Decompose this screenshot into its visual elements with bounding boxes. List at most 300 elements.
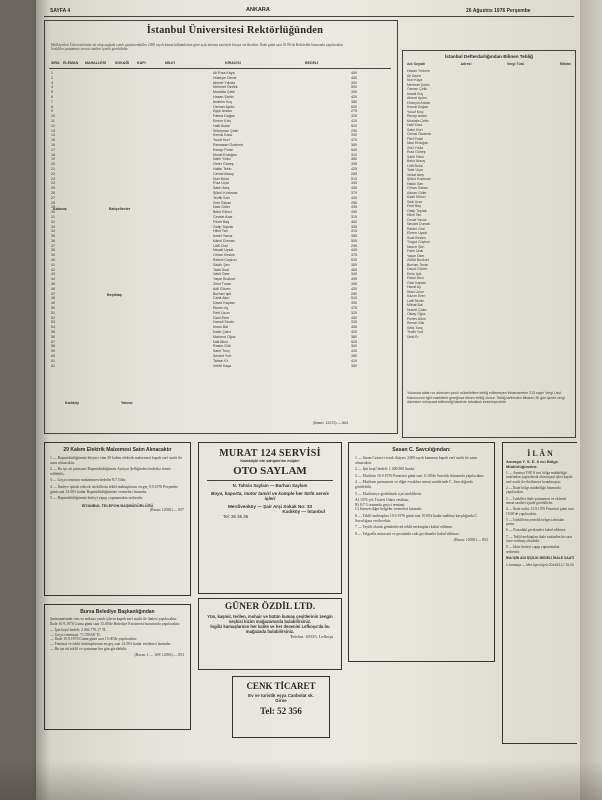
col-header: KAPI <box>137 61 146 65</box>
elektrik-sign: İSTANBUL TELEFON BAŞMÜDÜRLÜĞÜ <box>81 503 154 508</box>
bursa-item: — Bu işe ait teklif ve şartname her gün görülebilir. <box>50 646 128 651</box>
list-item: Zühtü Bozkurt <box>407 258 429 262</box>
table-cell: Şükrü Korkmaz <box>213 190 238 195</box>
side-label: Kadıköy <box>65 401 79 405</box>
table-cell: 13 <box>51 128 55 133</box>
list-item: Naci Erdoğan <box>407 141 429 145</box>
table-cell: 57 <box>51 339 55 344</box>
table-cell: 490 <box>351 210 357 215</box>
table-cell: 450 <box>351 75 357 80</box>
list-item: Tahir Uçar <box>407 168 423 172</box>
table-cell: Ekrem Ay <box>213 306 229 311</box>
cenk-body: Ev ve turistik eşya Canbolat sk. Girne <box>248 693 314 703</box>
list-item: Halil Kara <box>407 123 423 127</box>
table-cell: Ömer Güneş <box>213 162 234 167</box>
table-cell: Vehbi Kaya <box>213 363 232 368</box>
table-cell: 49 <box>51 301 55 306</box>
table-cell: Bekir Ekinci <box>213 210 232 215</box>
savcilik-item: 8 — Telgrafla müracaat ve postadaki vaki gecikmeler kabul edilmez. <box>355 531 460 536</box>
table-cell: 350 <box>351 90 357 95</box>
table-cell: 23 <box>51 176 55 181</box>
murat-subtitle: Kadıköylü ete sahiplerine müjde! <box>240 459 300 463</box>
table-cell: 14 <box>51 133 55 138</box>
list-item: Orhan Özkan <box>407 186 428 190</box>
elektrik-title: 29 Kalem Elektrik Malzemesi Satın Alınacaktır <box>63 447 172 453</box>
table-cell: Cemal Aksoy <box>213 171 234 176</box>
ilan-cell: Amasya — Mer-İlya köprü <box>508 562 548 567</box>
murat-title: MURAT 124 SERVİSİ <box>219 448 321 459</box>
table-cell: Mahmut Oğuz <box>213 334 236 339</box>
elektrik-item: 2 — Bu işe ait şartname Başmüdürlüğümüz Ayniyat Şefliğinden bedelsiz temin edilebilir. <box>50 467 171 476</box>
table-cell: 365 <box>351 282 357 287</box>
table-cell: 370 <box>351 190 357 195</box>
table-cell: Nuri Bulut <box>213 176 229 181</box>
table-cell: 425 <box>351 166 357 171</box>
ilan-item: 3 — İstekliler ihale şartnamesi ve eklerini mesai saatleri içinde görebilirler. <box>506 496 567 505</box>
table-cell: 340 <box>351 272 357 277</box>
table-cell: 440 <box>351 349 357 354</box>
table-cell: 26 <box>51 190 55 195</box>
table-cell: 375 <box>351 253 357 258</box>
list-item: Sabri Kurt <box>407 127 423 132</box>
cenk-title: CENK TİCARET <box>246 681 316 691</box>
murat-services: Boya, kaporta, motor tamiri ve komple her türlü servis işleri <box>211 491 329 501</box>
list-item: Kâzım Eren <box>407 294 426 298</box>
list-item: Cevat Yavuz <box>407 217 427 222</box>
col-header: SIRA <box>51 61 60 65</box>
table-cell: 435 <box>351 205 357 210</box>
table-cell: 44 <box>51 277 55 282</box>
page-label: SAYFA 4 <box>50 8 71 14</box>
newspaper-page <box>36 0 581 800</box>
list-item: Vedat Ateş <box>407 172 424 177</box>
list-item: Galip Toprak <box>407 208 427 213</box>
ilan-title: İ L Â N <box>527 449 553 458</box>
guner-ad <box>198 598 342 670</box>
table-cell: 400 <box>351 330 357 335</box>
savcilik-item: 3 — Eksiltme 10.9.1976 Pazartesi günü saat 11.00'de Savcılık binasında yapılacaktır. <box>355 473 485 478</box>
table-cell: Cevdet Acar <box>213 214 233 219</box>
elektrik-item: 1 — Başmüdürlüğümüz ihtiyacı olan 29 kalem elektrik malzemesi kapalı zarf usulü ile satın alınacaktır. <box>50 456 183 465</box>
list-item: Mustafa Çetin <box>407 118 429 123</box>
list-item: Nuri Kaya <box>407 78 423 82</box>
table-cell: 2 <box>51 75 53 80</box>
table-cell: 360 <box>351 334 357 339</box>
table-cell: 30 <box>51 210 55 215</box>
table-cell: 1 <box>51 71 53 75</box>
col-header: SOKAĞI <box>115 61 130 65</box>
table-cell: Yusuf Kurt <box>213 138 230 143</box>
table-cell: 9 <box>51 109 53 114</box>
murat-owners: N. Tahsin Saylam — Burhan Saylam <box>232 482 308 488</box>
side-label: Kalamış <box>53 207 67 211</box>
table-cell: 300 <box>351 344 357 349</box>
table-cell: Hilmi Tan <box>213 229 228 234</box>
murat-city: Kadıköy — İstanbul <box>282 508 325 514</box>
table-cell: Murat Erdoğan <box>213 152 237 157</box>
issue-date: 26 Ağustos 1976 Perşembe <box>466 8 531 14</box>
list-item: Kemal Doğan <box>407 105 429 109</box>
list-item: Davut Güven <box>407 267 428 271</box>
col-header: Adı Soyadı <box>407 62 426 66</box>
table-cell: 330 <box>351 133 357 138</box>
oto-saylam-title: OTO SAYLAM <box>233 464 307 477</box>
savcilik-item: 1 — Sasan Cezaevi erzak ihtiyacı 2490 sayılı kanunun kapalı zarf usulü ile satın alınacaktır. <box>355 456 477 465</box>
savcilik-item: 2 — İşin keşif bedeli: 1.200.000 liradır. <box>355 467 416 472</box>
table-cell: 22 <box>51 171 55 176</box>
side-label: Yalova <box>121 401 133 405</box>
table-cell: 31 <box>51 214 55 219</box>
table-cell: 12 <box>51 123 55 128</box>
adjacent-page-edge <box>580 0 602 800</box>
table-cell: 325 <box>351 114 357 119</box>
ilan-cell: 204453,17 <box>548 562 565 567</box>
elektrik-item: 4 — İhaleye iştirak edecek isteklilerin teklif mektuplarını en geç 9.9.1976 Perşembe günü saat 14.00'e kadar Başmüdürlüğümüze vermeleri lazımdır. <box>50 484 178 494</box>
guner-body: Yün, kaşmir, terilen, mohair ve bütün kumaş çeşitlerinin zengin seçkisi bizim mağazamızda bulabilirsiniz. <box>207 614 333 624</box>
list-item: İsmail Koç <box>407 91 424 96</box>
table-cell: Yaşar Bozkurt <box>213 277 236 282</box>
table-cell: İsmet Yavuz <box>213 234 233 239</box>
table-cell: 390 <box>351 301 357 306</box>
table-cell: 315 <box>351 214 357 219</box>
table-cell: Adil Güven <box>213 286 231 291</box>
table-cell: 380 <box>351 354 357 359</box>
table-cell: 290 <box>351 128 357 133</box>
list-item: Kadri Ekinci <box>407 195 426 199</box>
right-notice-title: İstanbul Defterdarlığından Bilinen Tebliğ <box>445 54 533 59</box>
guner-body2: İngiliz kumaşlarının her kalite ve her desenini Lefkoşa'da bu mağazada bulabilirsiniz. <box>210 624 330 634</box>
table-cell: 47 <box>51 291 55 296</box>
list-item: Zeki Yıldız <box>407 145 424 150</box>
table-cell: 20 <box>51 162 55 167</box>
table-cell: 36 <box>51 238 55 243</box>
bursa-item: — Teminat ve teklif mektuplarının en geç saat 14.00'e kadar verilmesi lazımdır. <box>50 641 172 646</box>
list-item: Faruk Akın <box>407 276 424 280</box>
table-cell: 305 <box>351 262 357 267</box>
page-fold-shadow <box>36 0 50 800</box>
bursa-body: Şartnamesinde cins ve miktarı yazılı işlerin kapalı zarf usulü ile ihalesi yapılacaktır. İhale 10.9.1976 Cuma günü saat 15.00'de Belediye Encümeni huzurunda yapılacaktır. <box>50 617 181 626</box>
paper-name: ANKARA <box>246 7 270 13</box>
table-cell: 600 <box>351 104 357 109</box>
masthead-rule <box>44 16 574 17</box>
table-cell: Nail Altun <box>213 339 229 344</box>
table-cell: 345 <box>351 181 357 186</box>
list-item: Hilmi Tan <box>407 213 422 217</box>
list-item: Gazi Kaplan <box>407 280 427 285</box>
table-cell: Zihni Turan <box>213 282 231 287</box>
list-item: Turgut Coşkun <box>407 240 430 244</box>
table-cell: 525 <box>351 339 357 344</box>
savcilik-item: 5 — Eksiltmeye girebilmek için isteklilerin: <box>355 491 422 496</box>
list-item: Bekir Aksoy <box>407 159 426 163</box>
table-cell: Süleyman Çetin <box>213 128 239 133</box>
list-item: Nazım Şen <box>407 244 425 249</box>
table-cell: 320 <box>351 310 357 315</box>
savcilik-item: A) 1976 yılı Ticaret Odası vesikası, <box>355 498 409 503</box>
list-item: Hakkı Sarı <box>407 181 424 186</box>
list-item: Mithat Bal <box>407 303 423 307</box>
bursa-items <box>50 628 185 651</box>
table-cell: 39 <box>51 253 55 258</box>
ilan-item: 2 — İhale bölge müdürlüğü binasında yapılacaktır. <box>506 486 561 495</box>
table-cell: 15 <box>51 138 55 143</box>
table-cell: İhsan Bal <box>213 325 228 330</box>
table-cell: Sami Tunç <box>213 349 230 354</box>
list-item: Emin Işık <box>407 271 422 276</box>
ilan-item: 5 — İsteklilerin yeterlik belgesi almaları şarttır. <box>506 517 565 527</box>
table-cell: Kadir Çakır <box>213 330 231 335</box>
table-cell: 450 <box>351 315 357 320</box>
ilan-col: İŞİN ADI <box>512 555 526 560</box>
ilan-subtitle: Amasya Y. S. E. 8 nci Bölge Müdürlüğünden: <box>506 459 558 469</box>
col-header: KİRACISI <box>225 61 241 65</box>
table-cell: 415 <box>351 229 357 234</box>
table-cell: 540 <box>351 147 357 152</box>
table-cell: Vahit Özer <box>213 272 230 277</box>
ilan-item: 1 — Amasya YSE 8 inci bölge müdürlüğü tarafından yaptırılacak olan inşaat işleri kapalı zarf usulü ile eksiltmeye konulmuştur. <box>506 471 573 484</box>
table-cell: 405 <box>351 195 357 200</box>
table-cell: 8 <box>51 104 53 109</box>
table-cell: 3 <box>51 80 53 85</box>
table-cell: 495 <box>351 277 357 282</box>
bursa-code: (Basın: 1 — 169/ 12056) — 853 <box>134 653 184 658</box>
table-cell: 500 <box>351 85 357 90</box>
table-cell: Rasim Gök <box>213 344 231 349</box>
table-cell: 335 <box>351 320 357 325</box>
ilan-item: 8 — İdare ihaleyi yapıp yapmamakta serbesttir. <box>506 545 560 554</box>
elektrik-code: (Basın: 12030) — 857 <box>149 508 184 513</box>
savcilik-item: 4 — Eksiltme şartnamesi ve diğer evrakları mesai saatlerinde C. Savcılığında görülebilir. <box>355 480 473 489</box>
table-cell: Şevket Yurt <box>213 354 232 359</box>
table-cell: Burhan Işık <box>213 291 232 296</box>
table-cell: Ramazan Özdemir <box>213 142 243 147</box>
table-cell: Hasan Şahin <box>213 94 234 99</box>
table-cell: 7 <box>51 99 53 104</box>
table-cell: 40 <box>51 258 55 263</box>
list-item: Suat Keskin <box>407 235 426 240</box>
list-item: Tevfik Yurt <box>407 330 424 334</box>
table-cell: 33 <box>51 224 55 229</box>
ilan-col: İHALE SAATİ <box>552 555 574 560</box>
table-cell: 445 <box>351 248 357 253</box>
bursa-item: — İşin keşif bedeli: 2.004.770,17 TL <box>50 628 107 633</box>
table-cell: 420 <box>351 94 357 99</box>
table-cell: 54 <box>51 325 55 330</box>
murat-ad <box>198 442 342 594</box>
table-cell: 32 <box>51 219 55 224</box>
table-cell: 265 <box>351 200 357 205</box>
table-cell: 25 <box>51 186 55 191</box>
table-cell: Talat Ünal <box>213 267 229 272</box>
table-cell: 380 <box>351 99 357 104</box>
table-row <box>51 364 391 369</box>
guner-title: GÜNER ÖZDİL LTD. <box>224 602 316 612</box>
list-item: Yusuf Kılıç <box>407 109 424 114</box>
table-cell: Galip Toprak <box>213 224 234 229</box>
table-cell: 29 <box>51 205 55 210</box>
ilan-item: 4 — İhale tarihi: 13.9.1976 Pazartesi günü saat 15.00'de yapılacaktır. <box>506 507 574 516</box>
list-item: Fahri Ünal <box>407 249 424 253</box>
notice-table-header <box>51 61 391 66</box>
savcilik-item: 7 — Teyitli olarak gönderilecek teklif mektupları kabul edilmez. <box>355 525 454 530</box>
list-item: Yaşar Özer <box>407 253 425 258</box>
table-cell: 62 <box>51 363 55 368</box>
list-item: Burhan Turan <box>407 262 429 267</box>
list-item: Fikri Polat <box>407 136 423 141</box>
ilan-col: İŞÇİLİK BEDELİ <box>526 555 553 560</box>
table-cell: 59 <box>51 349 55 354</box>
elektrik-items <box>50 456 185 501</box>
savcilik-item: C) İstenen diğer belgeler vermeleri lazımdır. <box>355 507 423 512</box>
table-cell: Rıza Uçar <box>213 181 229 186</box>
savcilik-items <box>355 456 488 536</box>
list-item: Şükrü Korkmaz <box>407 177 431 181</box>
table-cell: 38 <box>51 248 55 253</box>
table-cell: 410 <box>351 358 357 363</box>
list-item: Adnan Güler <box>407 190 427 195</box>
ilan-table-row <box>506 563 574 568</box>
table-cell: Osman Aydın <box>213 104 235 109</box>
cenk-ad <box>232 676 330 738</box>
col-header: BEDELİ <box>305 61 319 65</box>
bursa-item: — İhale 10.9.1976 Cuma günü saat 15.00'de yapılacaktır. <box>50 637 138 642</box>
table-cell: 35 <box>51 234 55 239</box>
table-cell: 45 <box>51 282 55 287</box>
table-cell: Lütfi Oral <box>213 243 228 248</box>
col-header: MİLKİ <box>165 61 175 65</box>
ilan-items <box>506 471 574 554</box>
table-cell: 21 <box>51 166 55 171</box>
table-cell: Rahmi Coşkun <box>213 258 237 263</box>
table-cell: 5 <box>51 90 53 95</box>
table-cell: Tevfik Sarı <box>213 195 230 200</box>
table-cell: 10 <box>51 114 55 119</box>
list-item: Ekrem Uysal <box>407 231 427 235</box>
table-cell: 4 <box>51 85 53 90</box>
table-cell: 355 <box>351 224 357 229</box>
table-cell: 505 <box>351 238 357 243</box>
table-cell: 280 <box>351 291 357 296</box>
list-item: Mehmet Şahin <box>407 82 430 87</box>
table-cell: 520 <box>351 123 357 128</box>
table-cell: 480 <box>351 157 357 162</box>
list-item: Necdet Duman <box>407 222 431 226</box>
murat-rule <box>207 480 333 481</box>
table-cell: Sabri Ateş <box>213 186 230 191</box>
table-cell: Kâmil Duman <box>213 238 235 243</box>
table-cell: 285 <box>351 171 357 176</box>
table-cell: Gani Eren <box>213 315 230 320</box>
right-notice-footer: Yukarıda adları ve adresleri yazılı mükelleflere tebliğ edilemeyen ihbarnameler 213 sayılı Vergi Usul Kanununun ilgili maddeleri gereğince ilânen tebliğ olunur. Tebliğ tarihinden itibaren 30 gün içinde vergi dairesine müracaat edilmediği takdirde tahakkuk kesinleşecektir. <box>407 391 565 404</box>
table-cell: 17 <box>51 147 55 152</box>
ilan-cell: 15,00 <box>565 562 574 567</box>
ilan-ad <box>502 442 577 744</box>
table-cell: 395 <box>351 162 357 167</box>
table-cell: 51 <box>51 310 55 315</box>
list-item: Ferit Baş <box>407 204 422 208</box>
side-label: Beşiktaş <box>107 293 122 297</box>
table-cell: 37 <box>51 243 55 248</box>
table-cell: Naci Güler <box>213 205 230 210</box>
cenk-phone: Tel: 52 356 <box>260 706 302 717</box>
notice-table-body <box>51 71 391 368</box>
table-cell: Tahsin Er <box>213 358 228 363</box>
table-cell: 360 <box>351 142 357 147</box>
table-cell: Hamdi Sevim <box>213 320 235 325</box>
table-cell: Zeki Özkan <box>213 200 232 205</box>
table-cell: Ahmet Yılmaz <box>213 80 236 85</box>
table-cell: 310 <box>351 152 357 157</box>
table-rule <box>49 68 391 69</box>
table-cell: Ali Rıza Kaya <box>213 71 235 75</box>
list-item: Nusret Çakır <box>407 307 427 312</box>
table-cell: 470 <box>351 138 357 143</box>
table-cell: 400 <box>351 71 357 75</box>
list-item: Lütfi Bulut <box>407 163 423 168</box>
table-cell: 18 <box>51 152 55 157</box>
table-cell: 455 <box>351 186 357 191</box>
table-cell: 52 <box>51 315 55 320</box>
table-cell: 19 <box>51 157 55 162</box>
table-cell: 430 <box>351 286 357 291</box>
table-cell: Orhan Keskin <box>213 253 235 258</box>
table-cell: 60 <box>51 354 55 359</box>
list-item: Cemal Özdemir <box>407 132 432 136</box>
table-cell: 41 <box>51 262 55 267</box>
savcilik-title: Sasan C. Savcılığından: <box>392 447 451 453</box>
ilan-cell: 1 <box>506 562 508 567</box>
savcilik-item: 6 — Teklif mektupları 10.9.1976 günü saat 10.00'a kadar makbuz karşılığında C. Savcılığına verilecektir. <box>355 513 478 523</box>
table-cell: İbrahim Koç <box>213 99 233 104</box>
table-cell: 53 <box>51 320 55 325</box>
table-cell: 485 <box>351 325 357 330</box>
bursa-ad <box>44 604 191 730</box>
list-item: Osman Çelik <box>407 87 428 91</box>
table-cell: Ayşe Arslan <box>213 109 232 114</box>
elektrik-item: 3 — Geçici teminat muhammen bedelin %7.5'idir. <box>50 478 127 483</box>
savcilik-ad <box>348 442 495 662</box>
table-cell: Mehmet Öztürk <box>213 85 238 90</box>
table-cell: 515 <box>351 176 357 181</box>
side-label: Bahçelievler <box>109 207 131 211</box>
defterdarlik-notice <box>402 50 576 438</box>
table-cell: 475 <box>351 306 357 311</box>
right-notice-header <box>407 62 571 67</box>
table-cell <box>63 364 213 369</box>
list-item: Hasan Yıldırım <box>407 69 431 73</box>
notice-code: (Basın: 12073) — 863 <box>313 421 349 425</box>
ilan-col: İHA <box>506 555 512 560</box>
table-cell: 460 <box>351 219 357 224</box>
murat-phone: Tel: 36 36 36 <box>223 513 249 519</box>
list-item: Sefa Tunç <box>407 325 423 330</box>
table-cell: Hakkı Tekin <box>213 166 232 171</box>
col-header: Vergi Türü <box>506 62 525 66</box>
table-cell: Hüseyin Demir <box>213 75 237 80</box>
table-cell: 48 <box>51 296 55 301</box>
col-header: MAHALLESİ <box>85 61 106 65</box>
table-cell: Ferit Uzun <box>213 310 230 315</box>
table-cell: 16 <box>51 142 55 147</box>
table-cell: Recep Polat <box>213 147 233 152</box>
table-cell: 56 <box>51 334 55 339</box>
murat-address: Merdivenköy — Şair Arşi Sokak No: 33 <box>227 504 313 510</box>
list-item: Ali Demir <box>407 73 422 78</box>
table-cell: 24 <box>51 181 55 186</box>
savcilik-code: (Basın: 12050) — 852 <box>453 538 488 543</box>
table-cell: Necati Uysal <box>213 248 234 253</box>
list-item: Ümit Er <box>407 334 419 339</box>
